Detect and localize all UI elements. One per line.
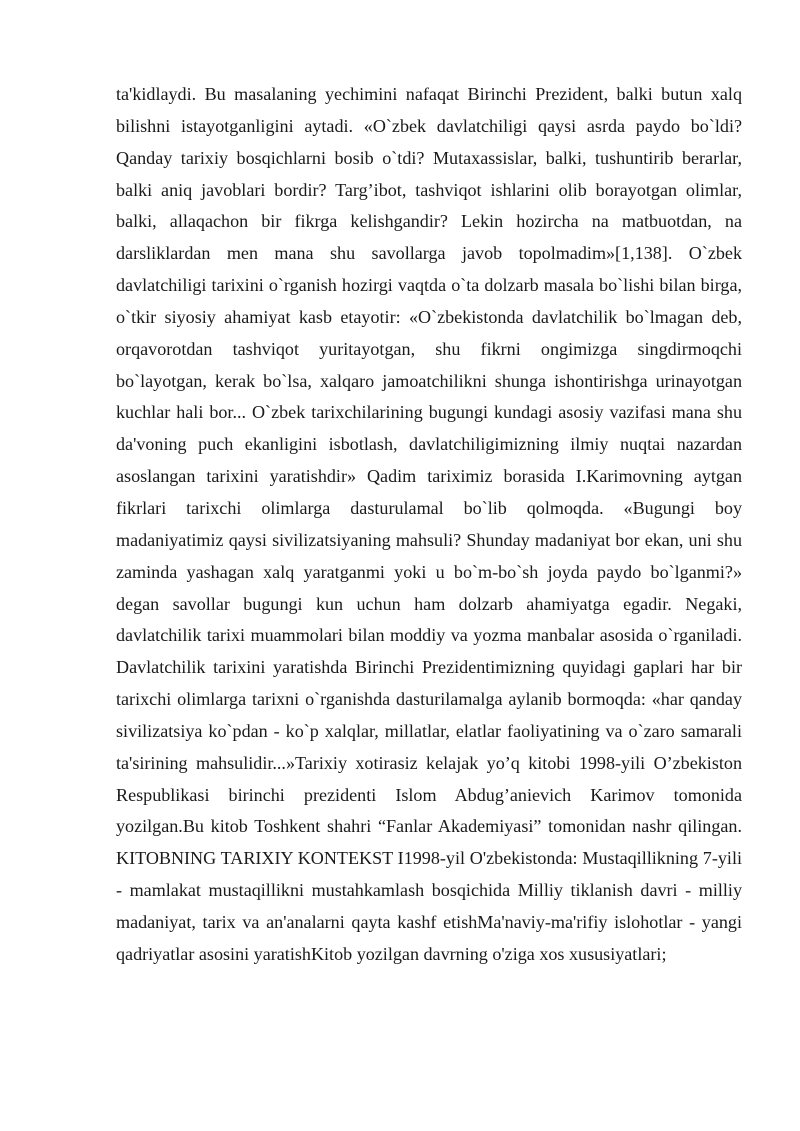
body-paragraph: ta'kidlaydi. Bu masalaning yechimini nafaqat Birinchi Prezident, balki butun xalq bilishni istayotganligini aytadi. «O`zbek davlatchiligi qaysi asrda paydo bo`ldi? Qanday tarixiy bosqichlarni bosib o`tdi? Mutaxassislar, balki, tushuntirib berarlar, balki aniq javoblari bordir? Targ’ibot, tashviqot ishlarini olib borayotgan olimlar, balki, allaqachon bir fikrga kelishgandir? Lekin hozircha na matbuotdan, na darsliklardan men mana shu savollarga javob topolmadim»[1,138]. O`zbek davlatchiligi tarixini o`rganish hozirgi vaqtda o`ta dolzarb masala bo`lishi bilan birga, o`tkir siyosiy ahamiyat kasb etayotir: «O`zbekistonda davlatchilik bo`lmagan deb, orqavorotdan tashviqot yuritayotgan, shu fikrni ongimizga singdirmoqchi bo`layotgan, kerak bo`lsa, xalqaro jamoatchilikni shunga ishontirishga urinayotgan kuchlar hali bor... O`zbek tarixchilarining bugungi kundagi asosiy vazifasi mana shu da'voning puch ekanligini isbotlash, davlatchiligimizning ilmiy nuqtai nazardan asoslangan tarixini yaratishdir» Qadim tariximiz borasida I.Karimovning aytgan fikrlari tarixchi olimlarga dasturulamal bo`lib qolmoqda. «Bugungi boy madaniyatimiz qaysi sivilizatsiyaning mahsuli? Shunday madaniyat bor ekan, uni shu zaminda yashagan xalq yaratganmi yoki u bo`m-bo`sh joyda paydo bo`lganmi?» degan savollar bugungi kun uchun ham dolzarb ahamiyatga egadir. Negaki, davlatchilik tarixi muammolari bilan moddiy va yozma manbalar asosida o`rganiladi. Davlatchilik tarixini yaratishda Birinchi Prezidentimizning quyidagi gaplari har bir tarixchi olimlarga tarixni o`rganishda dasturilamalga aylanib bormoqda: «har qanday sivilizatsiya ko`pdan - ko`p xalqlar, millatlar, elatlar faoliyatining va o`zaro samarali ta'sirining mahsulidir...»Tarixiy xotirasiz kelajak yo’q kitobi 1998-yili O’zbekiston Respublikasi birinchi prezidenti Islom Abdug’anievich Karimov tomonida yozilgan.Bu kitob Toshkent shahri “Fanlar Akademiyasi” tomonidan nashr qilingan. KITOBNING TARIXIY KONTEKST I1998-yil O'zbekistonda: Mustaqillikning 7-yili - mamlakat mustaqillikni mustahkamlash bosqichida Milliy tiklanish davri - milliy madaniyat, tarix va an'analarni qayta kashf etishMa'naviy-ma'rifiy islohotlar - yangi qadriyatlar asosini yaratishKitob yozilgan davrning o'ziga xos xususiyatlari;	[116, 84, 742, 964]
